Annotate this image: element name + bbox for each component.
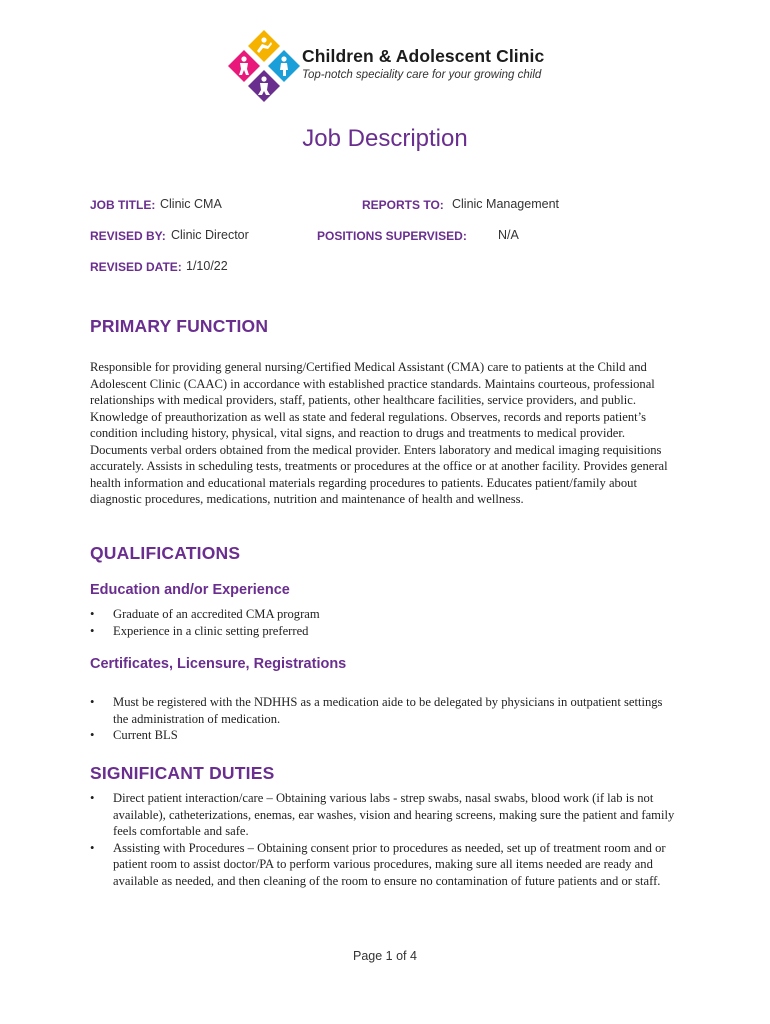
revised-by-label: REVISED BY:: [90, 229, 166, 243]
primary-function-heading: PRIMARY FUNCTION: [90, 316, 269, 336]
children-figures-icon: [226, 28, 302, 106]
list-item: • Experience in a clinic setting preferred: [90, 623, 680, 640]
list-item: • Direct patient interaction/care – Obtaining various labs - strep swabs, nasal swabs, blood work (if lab is not available), catheterizations, enemas, ear washes, vision and hearing screens, making sure the patient and family feels comfortable and safe.: [90, 790, 680, 840]
revised-by-value: Clinic Director: [171, 228, 249, 242]
significant-duties-heading: SIGNIFICANT DUTIES: [90, 763, 275, 783]
revised-date-value: 1/10/22: [186, 259, 228, 273]
certificates-heading: Certificates, Licensure, Registrations: [90, 656, 347, 672]
primary-function-text: Responsible for providing general nursing/Certified Medical Assistant (CMA) care to patients at the Child and Adolescent Clinic (CAAC) in accordance with established practice standards. Maintains courteous, professional relationships with medical providers, staff, patients, other healthcare facilities, service providers, and public. Knowledge of preauthorization as well as state and federal regulations. Observes, records and reports patient’s condition including history, physical, vital signs, and reaction to drugs and treatments to medical provider. Documents verbal orders obtained from the medical provider. Enters laboratory and medical imaging requisitions accurately. Assists in scheduling tests, treatments or procedures at the office or at another facility. Provides general health information and educational materials regarding procedures to patients. Educates patient/family about diagnostic procedures, medications, nutrition and maintenance of health and wellness.: [90, 360, 668, 506]
list-item: • Current BLS: [90, 727, 680, 744]
revised-date-label: REVISED DATE:: [90, 260, 182, 274]
positions-supervised-label: POSITIONS SUPERVISED:: [317, 229, 467, 243]
document-title: Job Description: [302, 125, 468, 152]
list-item: • Assisting with Procedures – Obtaining consent prior to procedures as needed, set up of treatment room and or patient room to assist doctor/PA to perform various procedures, making sure all items needed are ready and available as needed, and then cleaning of the room to ensure no contamination of future patients and or staff.: [90, 840, 680, 890]
clinic-tagline: Top-notch speciality care for your growing child: [302, 69, 542, 81]
reports-to-label: REPORTS TO:: [362, 198, 444, 212]
positions-supervised-value: N/A: [498, 228, 519, 242]
education-heading: Education and/or Experience: [90, 582, 290, 598]
clinic-logo: [226, 28, 546, 106]
reports-to-value: Clinic Management: [452, 197, 559, 211]
list-item: • Graduate of an accredited CMA program: [90, 606, 680, 623]
job-title-label: JOB TITLE:: [90, 198, 156, 212]
list-item: • Must be registered with the NDHHS as a medication aide to be delegated by physicians in outpatient settings the administration of medication.: [90, 694, 680, 727]
education-list: [90, 606, 680, 639]
page-number: Page 1 of 4: [353, 949, 417, 963]
job-title-value: Clinic CMA: [160, 197, 222, 211]
certificates-list: [90, 694, 680, 744]
clinic-name: Children & Adolescent Clinic: [302, 46, 545, 66]
duties-list: [90, 790, 680, 889]
qualifications-heading: QUALIFICATIONS: [90, 543, 241, 563]
